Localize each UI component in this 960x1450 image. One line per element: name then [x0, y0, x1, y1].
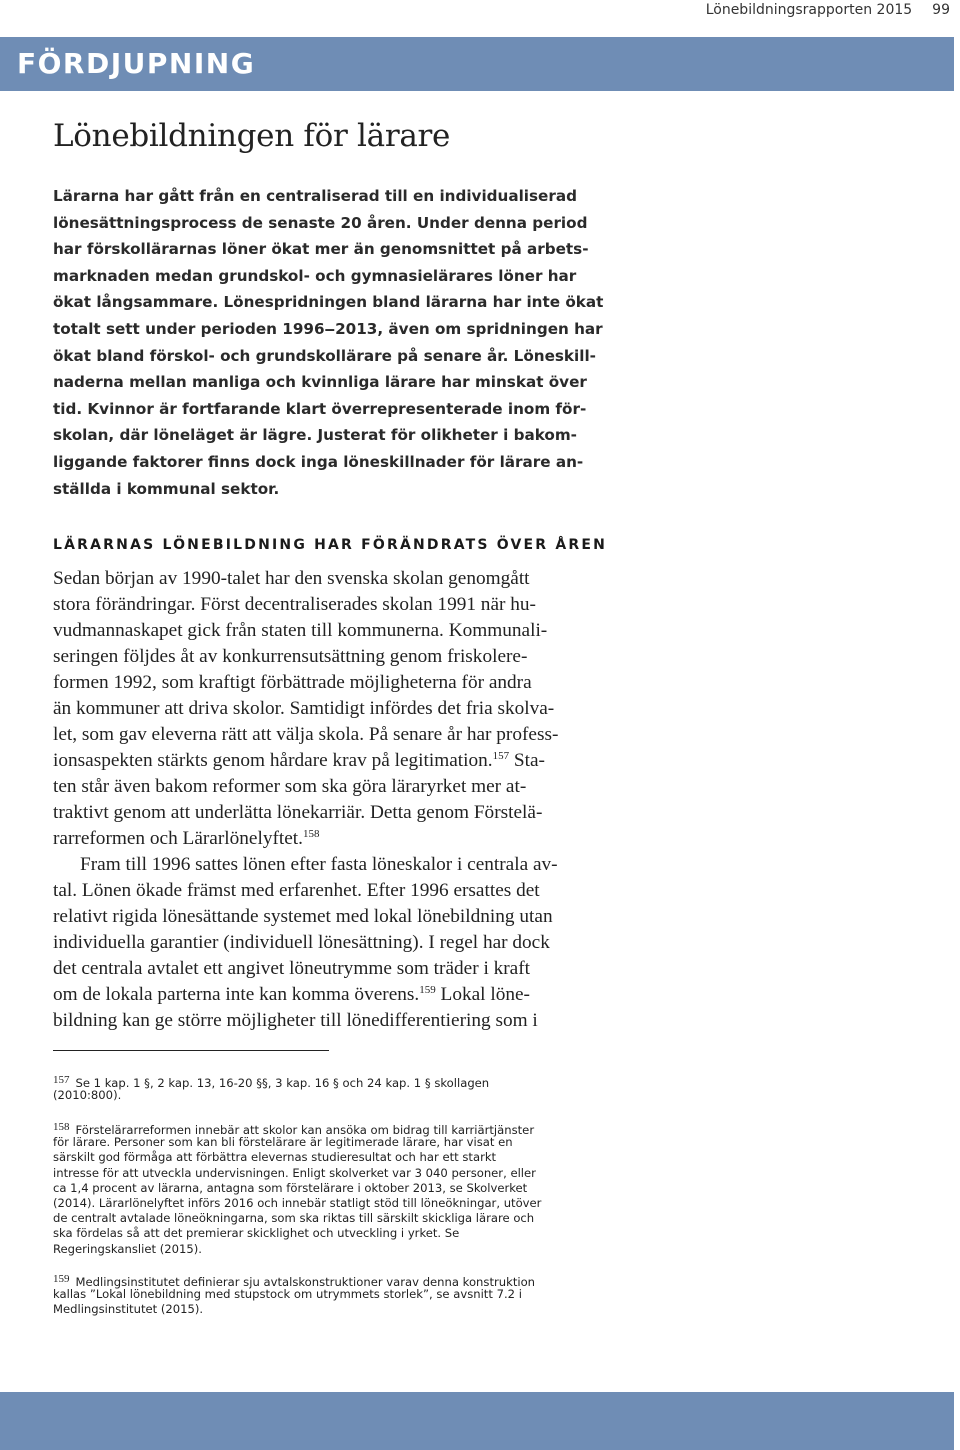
- body-line: relativt rigida lönesättande systemet med lokal lönebildning utan: [53, 906, 553, 927]
- footnote-line: de centralt avtalade löneökningarna, som ska riktas till särskilt skickliga lärare och: [53, 1211, 535, 1226]
- footnote-number: 158: [53, 1121, 70, 1133]
- body-text: [53, 566, 593, 1034]
- footnote-number: 157: [53, 1074, 70, 1086]
- article-title: Lönebildningen för lärare: [53, 118, 451, 154]
- body-line: det centrala avtalet ett angivet löneutrymme som träder i kraft: [53, 958, 531, 979]
- footnote-ref-157[interactable]: 157: [492, 750, 510, 762]
- footnote-line: ska fördelas så att det premierar skicklighet och utveckling i yrket. Se: [53, 1226, 460, 1241]
- body-line: [53, 826, 593, 852]
- publication-title: Lönebildningsrapporten 2015: [705, 2, 913, 18]
- lead-line: totalt sett under perioden 1996‒2013, även om spridningen har: [53, 319, 603, 338]
- body-line: ten står även bakom reformer som ska göra läraryrket mer at-: [53, 776, 527, 797]
- lead-line: lönesättningsprocess de senaste 20 åren. Under denna period: [53, 213, 588, 232]
- footer-bar: [0, 1392, 954, 1450]
- body-line: tal. Lönen ökade främst med erfarenhet. Efter 1996 ersattes det: [53, 880, 540, 901]
- lead-paragraph: [53, 183, 604, 502]
- footnote-line: kallas ”Lokal lönebildning med stupstock om utrymmets storlek”, se avsnitt 7.2 i: [53, 1287, 522, 1302]
- footnote-line: [53, 1120, 593, 1135]
- body-text-segment: Sta-: [509, 750, 545, 771]
- section-banner: [0, 37, 954, 91]
- body-line: let, som gav eleverna rätt att välja skola. På senare år har profess-: [53, 724, 559, 745]
- footnote-divider: [53, 1050, 329, 1051]
- page-number: 99: [932, 2, 950, 18]
- body-line: stora förändringar. Först decentraliserades skolan 1991 när hu-: [53, 594, 536, 615]
- footnote-line: [53, 1272, 593, 1287]
- banner-label: FÖRDJUPNING: [17, 47, 256, 80]
- footnote-line: Medlingsinstitutet (2015).: [53, 1302, 204, 1317]
- lead-line: ställda i kommunal sektor.: [53, 479, 280, 498]
- footnote-ref-158[interactable]: 158: [302, 828, 320, 840]
- section-heading: LÄRARNAS LÖNEBILDNING HAR FÖRÄNDRATS ÖVER ÅREN: [53, 537, 608, 553]
- footnote-157: [53, 1073, 593, 1103]
- body-line: traktivt genom att underlätta lönekarriär. Detta genom Förstelä-: [53, 802, 543, 823]
- body-text-segment: om de lokala parterna inte kan komma överens.: [53, 984, 420, 1005]
- footnote-text: Se 1 kap. 1 §, 2 kap. 13, 16-20 §§, 3 kap. 16 § och 24 kap. 1 § skollagen: [75, 1076, 490, 1090]
- footnote-number: 159: [53, 1273, 70, 1285]
- lead-line: skolan, där löneläget är lägre. Justerat för olikheter i bakom-: [53, 426, 577, 445]
- body-text-segment: rarreformen och Lärarlönelyftet.: [53, 828, 303, 849]
- lead-line: tid. Kvinnor är fortfarande klart överrepresenterade inom för-: [53, 399, 587, 418]
- footnote-line: särskilt god förmåga att förbättra elevernas studieresultat och har ett starkt: [53, 1150, 497, 1165]
- footnote-159: [53, 1272, 593, 1318]
- footnote-text: Förstelärarreformen innebär att skolor kan ansöka om bidrag till karriärtjänster: [75, 1123, 535, 1137]
- lead-line: liggande faktorer finns dock inga löneskillnader för lärare an-: [53, 452, 584, 471]
- running-header: [706, 0, 950, 20]
- footnote-line: (2010:800).: [53, 1088, 122, 1103]
- footnote-line: ca 1,4 procent av lärarna, antagna som förstelärare i oktober 2013, se Skolverket: [53, 1180, 528, 1195]
- footnote-line: (2014). Lärarlönelyftet införs 2016 och innebär statligt stöd till löneökningar, utöver: [53, 1195, 542, 1210]
- footnote-line: [53, 1073, 593, 1088]
- body-line: [53, 748, 593, 774]
- body-line: vudmannaskapet gick från staten till kommunerna. Kommunali-: [53, 620, 548, 641]
- body-line: Fram till 1996 sattes lönen efter fasta löneskalor i centrala av-: [80, 854, 558, 875]
- lead-line: har förskollärarnas löner ökat mer än genomsnittet på arbets-: [53, 240, 589, 259]
- footnote-line: Regeringskansliet (2015).: [53, 1241, 202, 1256]
- footnote-text: Medlingsinstitutet definierar sju avtalskonstruktioner varav denna konstruktion: [75, 1275, 536, 1289]
- body-line: än kommuner att driva skolor. Samtidigt infördes det fria skolva-: [53, 698, 555, 719]
- footnote-line: intresse för att utveckla undervisningen. Enligt skolverket var 3 040 personer, eller: [53, 1165, 536, 1180]
- body-line: individuella garantier (individuell lönesättning). I regel har dock: [53, 932, 550, 953]
- lead-line: marknaden medan grundskol- och gymnasielärares löner har: [53, 266, 577, 285]
- body-text-segment: ionsaspekten stärkts genom hårdare krav på legitimation.: [53, 750, 493, 771]
- footnote-158: [53, 1120, 593, 1257]
- lead-line: ökat bland förskol- och grundskollärare på senare år. Löneskill-: [53, 346, 596, 365]
- footnote-line: för lärare. Personer som kan bli förstelärare är legitimerade lärare, har visat en: [53, 1135, 513, 1150]
- footnote-ref-159[interactable]: 159: [419, 984, 436, 996]
- lead-line: Lärarna har gått från en centraliserad till en individualiserad: [53, 187, 577, 205]
- body-line: bildning kan ge större möjligheter till lönedifferentiering som i: [53, 1010, 538, 1031]
- body-line: formen 1992, som kraftigt förbättrade möjligheterna för andra: [53, 672, 532, 693]
- lead-line: naderna mellan manliga och kvinnliga lärare har minskat över: [53, 373, 587, 392]
- body-text-segment: Lokal löne-: [435, 984, 530, 1005]
- body-line: [53, 982, 593, 1008]
- body-line: seringen följdes åt av konkurrensutsättning genom friskolere-: [53, 646, 528, 667]
- body-line: Sedan början av 1990-talet har den svenska skolan genomgått: [53, 568, 530, 589]
- lead-line: ökat långsammare. Lönespridningen bland lärarna har inte ökat: [53, 293, 604, 312]
